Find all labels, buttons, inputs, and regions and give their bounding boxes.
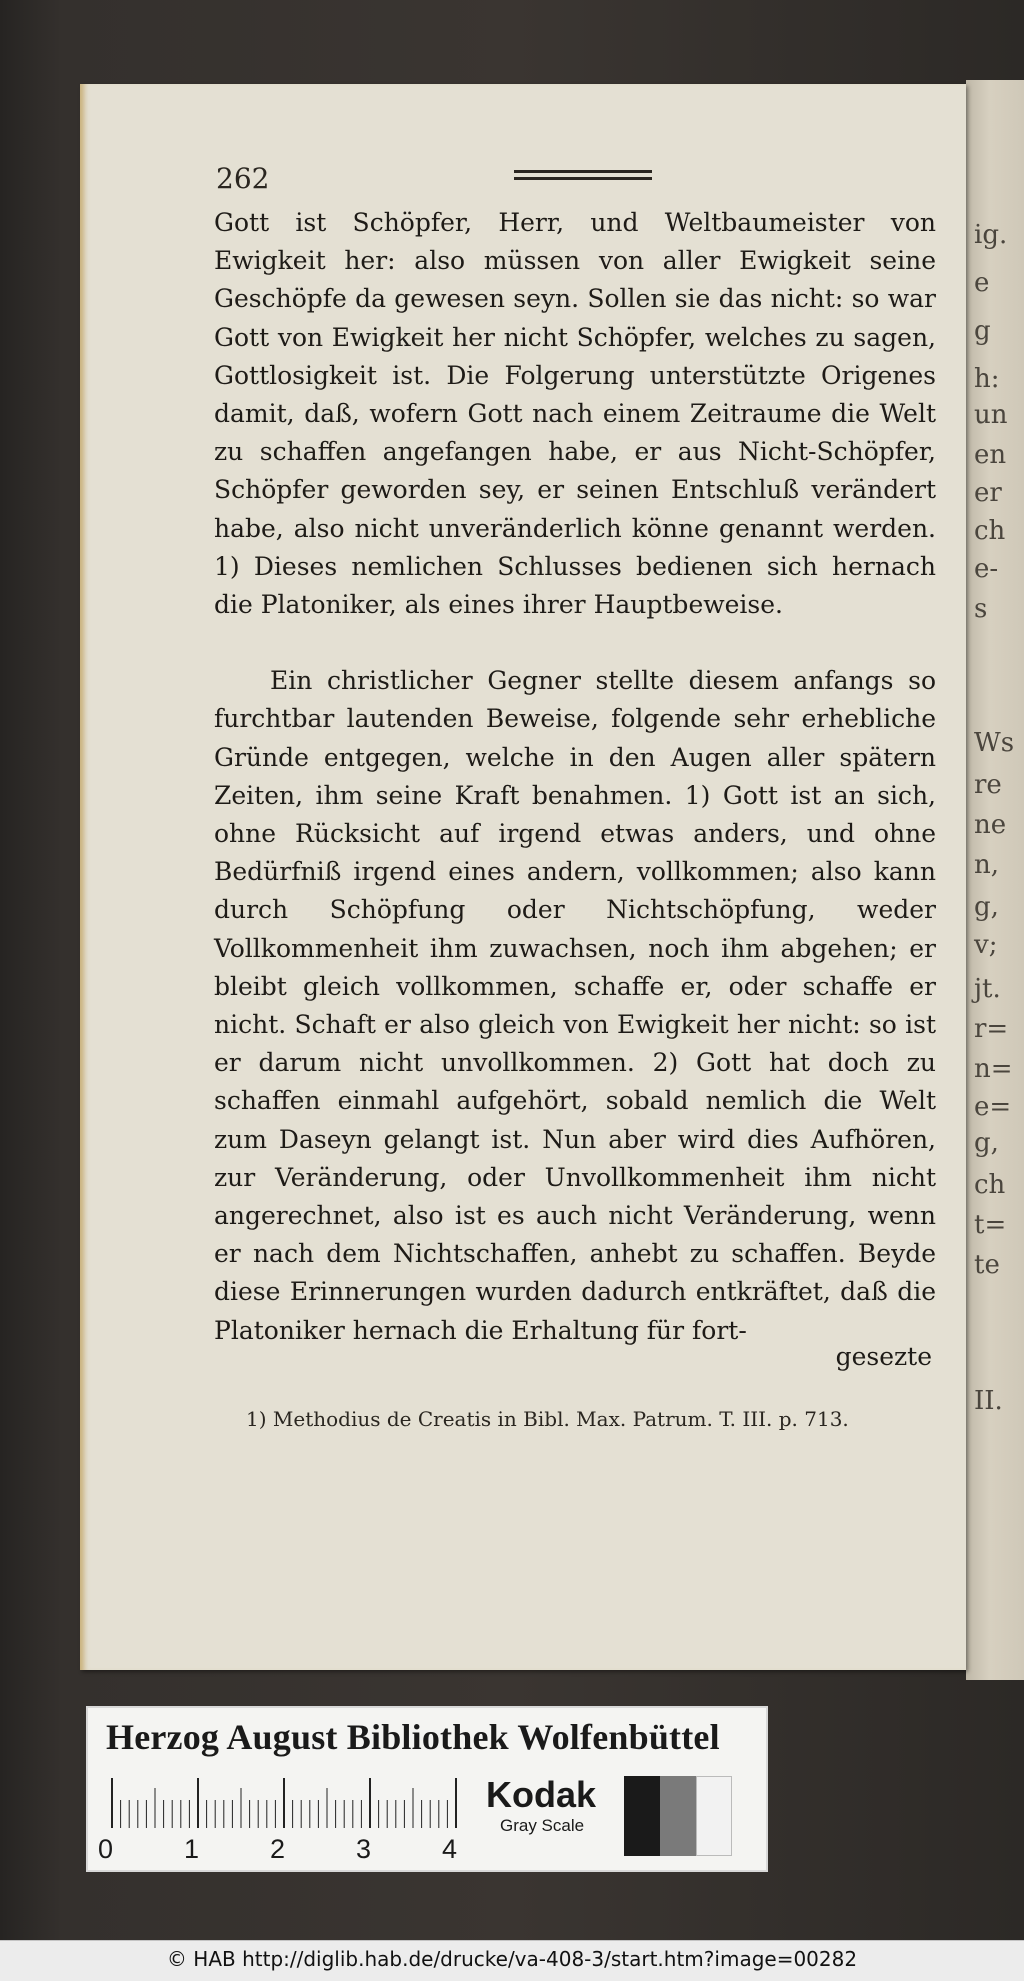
neighbor-text-fragment: er [974, 478, 1002, 508]
neighbor-text-fragment: g [974, 316, 991, 346]
footnote: 1) Methodius de Creatis in Bibl. Max. Patrum. T. III. p. 713. [246, 1407, 849, 1431]
body-text [214, 204, 936, 1350]
paragraph-1: Gott ist Schöpfer, Herr, und Weltbaumeister von Ewigkeit her: also müssen von aller Ewigkeit seine Geschöpfe da gewesen seyn. Sollen sie das nicht: so war Gott von Ewigkeit her nicht Schöpfer, welches zu sagen, Gottlosigkeit ist. Die Folgerung unterstützte Origenes damit, daß, wofern Gott nach einem Zeitraume die Welt zu schaffen angefangen habe, er aus Nicht-Schöpfer, Schöpfer geworden sey, er seinen Entschluß verändert habe, also nicht unveränderlich könne genannt werden. 1) Dieses nemlichen Schlusses bedienen sich hernach die Platoniker, als eines ihrer Hauptbeweise. [214, 208, 936, 620]
neighbor-text-fragment: n= [974, 1054, 1013, 1084]
neighbor-text-fragment: e [974, 268, 990, 298]
neighbor-text-fragment: un [974, 400, 1008, 430]
neighbor-text-fragment: ne [974, 810, 1007, 840]
footer-bar [0, 1940, 1024, 1981]
ruler-number: 3 [356, 1834, 372, 1864]
neighbor-text-fragment: g, [974, 1128, 999, 1158]
neighbor-text-fragment: n, [974, 850, 1000, 880]
ruler-number: 0 [98, 1834, 114, 1864]
neighboring-page-edge [966, 80, 1024, 1680]
kodak-logo: Kodak [486, 1774, 597, 1815]
neighbor-text-fragment: r= [974, 1014, 1009, 1044]
neighbor-text-fragment: s [974, 594, 988, 624]
neighbor-text-fragment: ch [974, 1170, 1006, 1200]
neighbor-text-fragment: h: [974, 364, 1000, 394]
neighbor-text-fragment: v; [974, 930, 998, 960]
ruler-scale [108, 1778, 468, 1828]
color-reference-card [86, 1706, 768, 1872]
ruler-number: 4 [442, 1834, 458, 1864]
gray-patch-mid [660, 1776, 696, 1856]
neighbor-text-fragment: t= [974, 1210, 1007, 1240]
book-page [80, 84, 966, 1670]
gray-scale-label: Gray Scale [500, 1816, 585, 1835]
neighbor-text-fragment: te [974, 1250, 1000, 1280]
copyright-link[interactable]: © HAB http://diglib.hab.de/drucke/va-408-3/start.htm?image=00282 [166, 1947, 858, 1971]
ruler-number: 2 [270, 1834, 286, 1864]
neighbor-text-fragment: g, [974, 892, 999, 922]
neighbor-text-fragment: ig. [974, 220, 1008, 250]
neighbor-text-fragment: Ws [974, 728, 1015, 758]
header-ornament [514, 170, 652, 180]
ruler-number: 1 [184, 1834, 200, 1864]
neighbor-text-fragment: ch [974, 516, 1006, 546]
library-name: Herzog August Bibliothek Wolfenbüttel [106, 1717, 720, 1757]
paragraph-2: Ein christlicher Gegner stellte diesem anfangs so furchtbar lautenden Beweise, folgende sehr erhebliche Gründe entgegen, welche in den Augen aller spätern Zeiten, ihm seine Kraft benahmen. 1) Gott ist an sich, ohne Rücksicht auf irgend etwas anders, und ohne Bedürfniß irgend eines andern, vollkommen; also kann durch Schöpfung oder Nichtschöpfung, weder Vollkommenheit ihm zuwachsen, noch ihm abgehen; er bleibt gleich vollkommen, schaffe er, oder schaffe er nicht. Schaft er also gleich von Ewigkeit her nicht: so ist er darum nicht unvollkommen. 2) Gott hat doch zu schaffen einmahl aufgehört, sobald nemlich die Welt zum Daseyn gelangt ist. Nun aber wird dies Aufhören, zur Veränderung, oder Unvollkommenheit ihm nicht angerechnet, also ist es auch nicht Veränderung, wenn er nach dem Nichtschaffen, anhebt zu schaffen. Beyde diese Erinnerungen wurden dadurch entkräftet, daß die Platoniker hernach die Erhaltung für fort- [214, 666, 936, 1345]
page-number: 262 [216, 162, 270, 195]
neighbor-text-fragment: e= [974, 1092, 1012, 1122]
catchword: gesezte [835, 1342, 932, 1371]
neighbor-text-fragment: en [974, 440, 1007, 470]
neighbor-text-fragment: re [974, 770, 1002, 800]
neighbor-text-fragment: jt. [974, 974, 1001, 1004]
neighbor-text-fragment: e- [974, 554, 999, 584]
neighbor-text-fragment: II. [974, 1386, 1003, 1416]
gray-patch-light [696, 1776, 732, 1856]
gray-patch-dark [624, 1776, 660, 1856]
